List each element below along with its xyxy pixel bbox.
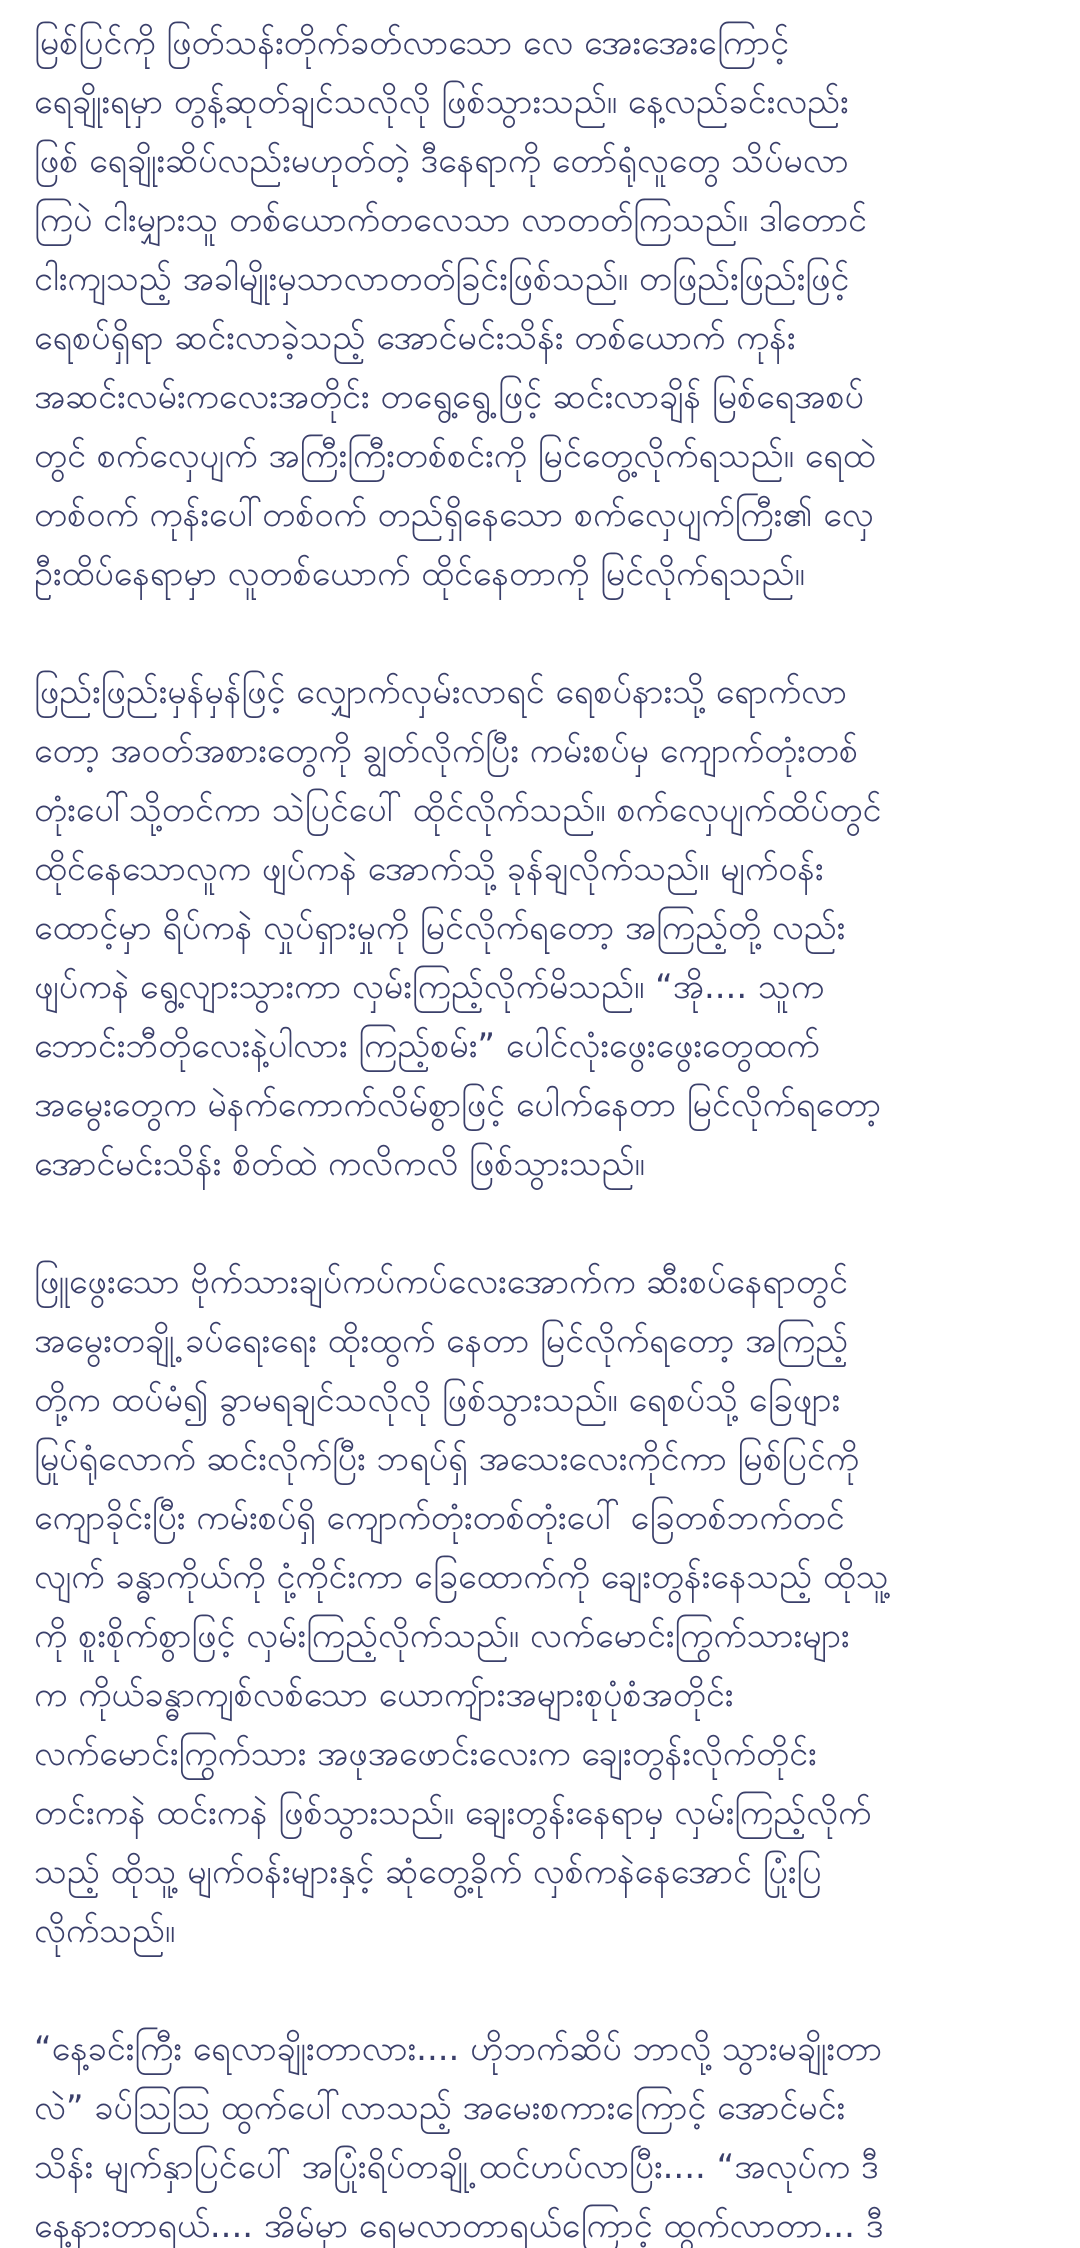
paragraph-4 <box>34 2020 1046 2248</box>
text-line: ရေစပ်ရှိရာ ဆင်းလာခဲ့သည့် အောင်မင်းသိန်း တစ်ယောက် ကုန်း <box>34 318 796 358</box>
text-line: မြုပ်ရုံလောက် ဆင်းလိုက်ပြီး ဘရပ်ရှ် အသေးလေးကိုင်ကာ မြစ်ပြင်ကို <box>34 1439 859 1479</box>
text-line: သည့် ထိုသူ့ မျက်ဝန်းများနှင့် ဆုံတွေ့ခိုက် လှစ်ကနဲနေအောင် ပြုံးပြ <box>34 1852 822 1892</box>
text-line: “နေ့ခင်းကြီး ရေလာချိုးတာလား.... ဟိုဘက်ဆိပ် ဘာလို့ သွားမချိုးတာ <box>34 2029 882 2069</box>
text-line: ဖြူဖွေးသော ဗိုက်သားချပ်ကပ်ကပ်လေးအောက်က ဆီးစပ်နေရာတွင် <box>34 1262 848 1302</box>
text-line: ကျောခိုင်းပြီး ကမ်းစပ်ရှိ ကျောက်တုံးတစ်တုံးပေါ် ခြေတစ်ဘက်တင် <box>34 1498 845 1538</box>
text-line: ဖြစ် ရေချိုးဆိပ်လည်းမဟုတ်တဲ့ ဒီနေရာကို တော်ရုံလူတွေ သိပ်မလာ <box>34 141 849 181</box>
text-line: အဆင်းလမ်းကလေးအတိုင်း တရွေ့ရွေ့ဖြင့် ဆင်းလာချိန် မြစ်ရေအစပ် <box>34 377 864 417</box>
text-line: လက်မောင်းကြွက်သား အဖုအဖောင်းလေးက ချေးတွန်းလိုက်တိုင်း <box>34 1734 817 1774</box>
text-line: တော့ အဝတ်အစားတွေကို ချွတ်လိုက်ပြီး ကမ်းစပ်မှ ကျောက်တုံးတစ် <box>34 731 859 771</box>
text-line: ဖျပ်ကနဲ ရွေ့လျားသွားကာ လှမ်းကြည့်လိုက်မိသည်။ “အို.... သူက <box>34 967 825 1007</box>
text-line: နေ့နားတာရယ်.... အိမ်မှာ ရေမလာတာရယ်ကြောင့် ထွက်လာတာ... ဒီ <box>34 2206 884 2246</box>
text-line: တွင် စက်လှေပျက် အကြီးကြီးတစ်စင်းကို မြင်တွေ့လိုက်ရသည်။ ရေထဲ <box>34 436 876 476</box>
text-line: လဲ” ခပ်သြသြ ထွက်ပေါ်လာသည့် အမေးစကားကြောင့် အောင်မင်း <box>34 2088 846 2128</box>
text-line: လျက် ခန္ဓာကိုယ်ကို ငုံ့ကိုင်းကာ ခြေထောက်ကို ချေးတွန်းနေသည့် ထိုသူ့ <box>34 1557 889 1597</box>
text-line: တို့က ထပ်မံ၍ ခွာမရချင်သလိုလို ဖြစ်သွားသည်။ ရေစပ်သို့ ခြေဖျား <box>34 1380 841 1420</box>
text-line: ဖြည်းဖြည်းမှန်မှန်ဖြင့် လျှောက်လှမ်းလာရင် ရေစပ်နားသို့ ရောက်လာ <box>34 672 847 712</box>
text-line: ငါးကျသည့် အခါမျိုးမှသာလာတတ်ခြင်းဖြစ်သည်။ တဖြည်းဖြည်းဖြင့် <box>34 259 850 299</box>
text-line: လိုက်သည်။ <box>34 1911 176 1951</box>
text-line: တင်းကနဲ ထင်းကနဲ ဖြစ်သွားသည်။ ချေးတွန်းနေရာမှ လှမ်းကြည့်လိုက် <box>34 1793 872 1833</box>
text-line: ဘောင်းဘီတိုလေးနဲ့ပါလား ကြည့်စမ်း” ပေါင်လုံးဖွေးဖွေးတွေထက် <box>34 1026 820 1066</box>
text-line: အမွေးတွေက မဲနက်ကောက်လိမ်စွာဖြင့် ပေါက်နေတာ မြင်လိုက်ရတော့ <box>34 1085 881 1125</box>
text-line: သိန်း မျက်နှာပြင်ပေါ် အပြုံးရိပ်တချို့ ထင်ဟပ်လာပြီး.... “အလုပ်က ဒီ <box>34 2147 879 2187</box>
text-line: ထိုင်နေသောလူက ဖျပ်ကနဲ အောက်သို့ ခုန်ချလိုက်သည်။ မျက်ဝန်း <box>34 849 824 889</box>
paragraph-3 <box>34 1253 1046 1961</box>
text-line: ဦးထိပ်နေရာမှာ လူတစ်ယောက် ထိုင်နေတာကို မြင်လိုက်ရသည်။ <box>34 554 805 594</box>
text-line: ကို စူးစိုက်စွာဖြင့် လှမ်းကြည့်လိုက်သည်။ လက်မောင်းကြွက်သားများ <box>34 1616 850 1656</box>
paragraph-2 <box>34 663 1046 1194</box>
text-line: တစ်ဝက် ကုန်းပေါ်တစ်ဝက် တည်ရှိနေသော စက်လှေပျက်ကြီး၏ လှေ <box>34 495 874 535</box>
text-line: ရေချိုးရမှာ တွန့်ဆုတ်ချင်သလိုလို ဖြစ်သွားသည်။ နေ့လည်ခင်းလည်း <box>34 82 849 122</box>
text-line: ထောင့်မှာ ရိပ်ကနဲ လှုပ်ရှားမှုကို မြင်လိုက်ရတော့ အကြည့်တို့ လည်း <box>34 908 846 948</box>
text-line: ကြပဲ ငါးမျှားသူ တစ်ယောက်တလေသာ လာတတ်ကြသည်။ ဒါတောင် <box>34 200 867 240</box>
text-line: အမွေးတချို့ ခပ်ရေးရေး ထိုးထွက် နေတာ မြင်လိုက်ရတော့ အကြည့် <box>34 1321 849 1361</box>
text-line: အောင်မင်းသိန်း စိတ်ထဲ ကလိကလိ ဖြစ်သွားသည်။ <box>34 1144 645 1184</box>
paragraph-1 <box>34 14 1046 604</box>
text-line: တုံးပေါ်သို့တင်ကာ သဲပြင်ပေါ် ထိုင်လိုက်သည်။ စက်လှေပျက်ထိပ်တွင် <box>34 790 882 830</box>
text-line: က ကိုယ်ခန္ဓာကျစ်လစ်သော ယောကျ်ားအများစုပုံစံအတိုင်း <box>34 1675 734 1715</box>
text-line: မြစ်ပြင်ကို ဖြတ်သန်းတိုက်ခတ်လာသော လေ အေးအေးကြောင့် <box>34 23 789 63</box>
